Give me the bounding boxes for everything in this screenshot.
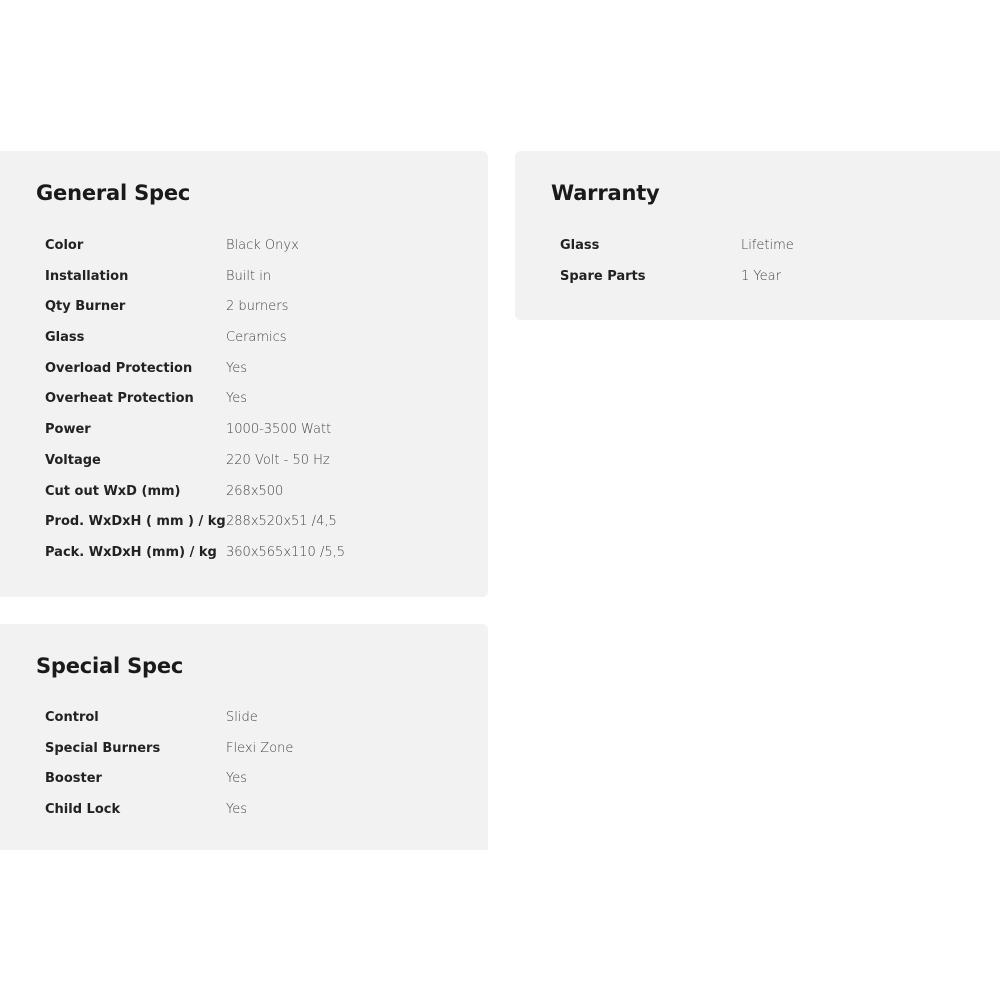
spec-row-overheat-protection: [45, 389, 465, 420]
spec-value: 1000-3500 Watt: [226, 422, 332, 438]
spec-value: Lifetime: [741, 238, 794, 253]
spec-value: 2 burners: [226, 299, 289, 315]
spec-label: Voltage: [45, 452, 101, 468]
spec-label: Qty Burner: [45, 299, 126, 315]
warranty-row-spare-parts: [560, 267, 980, 298]
spec-label: Child Lock: [45, 802, 121, 818]
spec-value: Built in: [226, 268, 272, 284]
spec-label: Glass: [560, 238, 600, 253]
spec-value: Black Onyx: [226, 238, 299, 253]
spec-row-control: [45, 708, 465, 739]
spec-value: Yes: [226, 360, 247, 376]
spec-row-qty-burner: [45, 297, 465, 328]
spec-value: 1 Year: [741, 268, 781, 284]
spec-label: Overload Protection: [45, 360, 193, 376]
spec-label: Overheat Protection: [45, 391, 194, 407]
general-spec-title: General Spec: [36, 181, 191, 205]
spec-value: Yes: [226, 391, 247, 407]
warranty-card: [515, 151, 1000, 320]
spec-row-product-dimensions: [45, 512, 465, 543]
general-spec-list: [45, 236, 465, 574]
spec-row-power: [45, 420, 465, 451]
spec-row-child-lock: [45, 800, 465, 831]
spec-value: Flexi Zone: [226, 740, 294, 756]
spec-label: Power: [45, 422, 91, 438]
spec-row-cut-out: [45, 482, 465, 513]
spec-label: Spare Parts: [560, 268, 646, 284]
spec-label: Special Burners: [45, 740, 161, 756]
spec-value: Slide: [226, 710, 258, 725]
spec-value: 220 Volt - 50 Hz: [226, 452, 330, 468]
general-spec-card: [0, 151, 488, 597]
warranty-row-glass: [560, 236, 980, 267]
spec-row-voltage: [45, 451, 465, 482]
spec-label: Glass: [45, 330, 85, 346]
spec-row-installation: [45, 267, 465, 298]
spec-label: Cut out WxD (mm): [45, 483, 181, 499]
spec-value: Ceramics: [226, 330, 287, 346]
spec-label: Prod. WxDxH ( mm ) / kg: [45, 514, 226, 530]
spec-row-glass: [45, 328, 465, 359]
spec-row-special-burners: [45, 739, 465, 770]
spec-value: Yes: [226, 771, 247, 787]
spec-value: 360x565x110 /5,5: [226, 544, 346, 560]
spec-row-booster: [45, 769, 465, 800]
spec-label: Booster: [45, 771, 102, 787]
warranty-list: [560, 236, 980, 297]
spec-label: Installation: [45, 268, 129, 284]
special-spec-title: Special Spec: [36, 654, 184, 678]
spec-row-package-dimensions: [45, 543, 465, 574]
special-spec-card: [0, 624, 488, 850]
warranty-title: Warranty: [551, 181, 660, 205]
spec-label: Color: [45, 238, 84, 253]
spec-value: 268x500: [226, 483, 284, 499]
spec-row-color: [45, 236, 465, 267]
spec-row-overload-protection: [45, 359, 465, 390]
spec-value: Yes: [226, 802, 247, 818]
special-spec-list: [45, 708, 465, 831]
spec-value: 288x520x51 /4,5: [226, 514, 337, 530]
spec-label: Pack. WxDxH (mm) / kg: [45, 544, 217, 560]
spec-label: Control: [45, 710, 99, 725]
